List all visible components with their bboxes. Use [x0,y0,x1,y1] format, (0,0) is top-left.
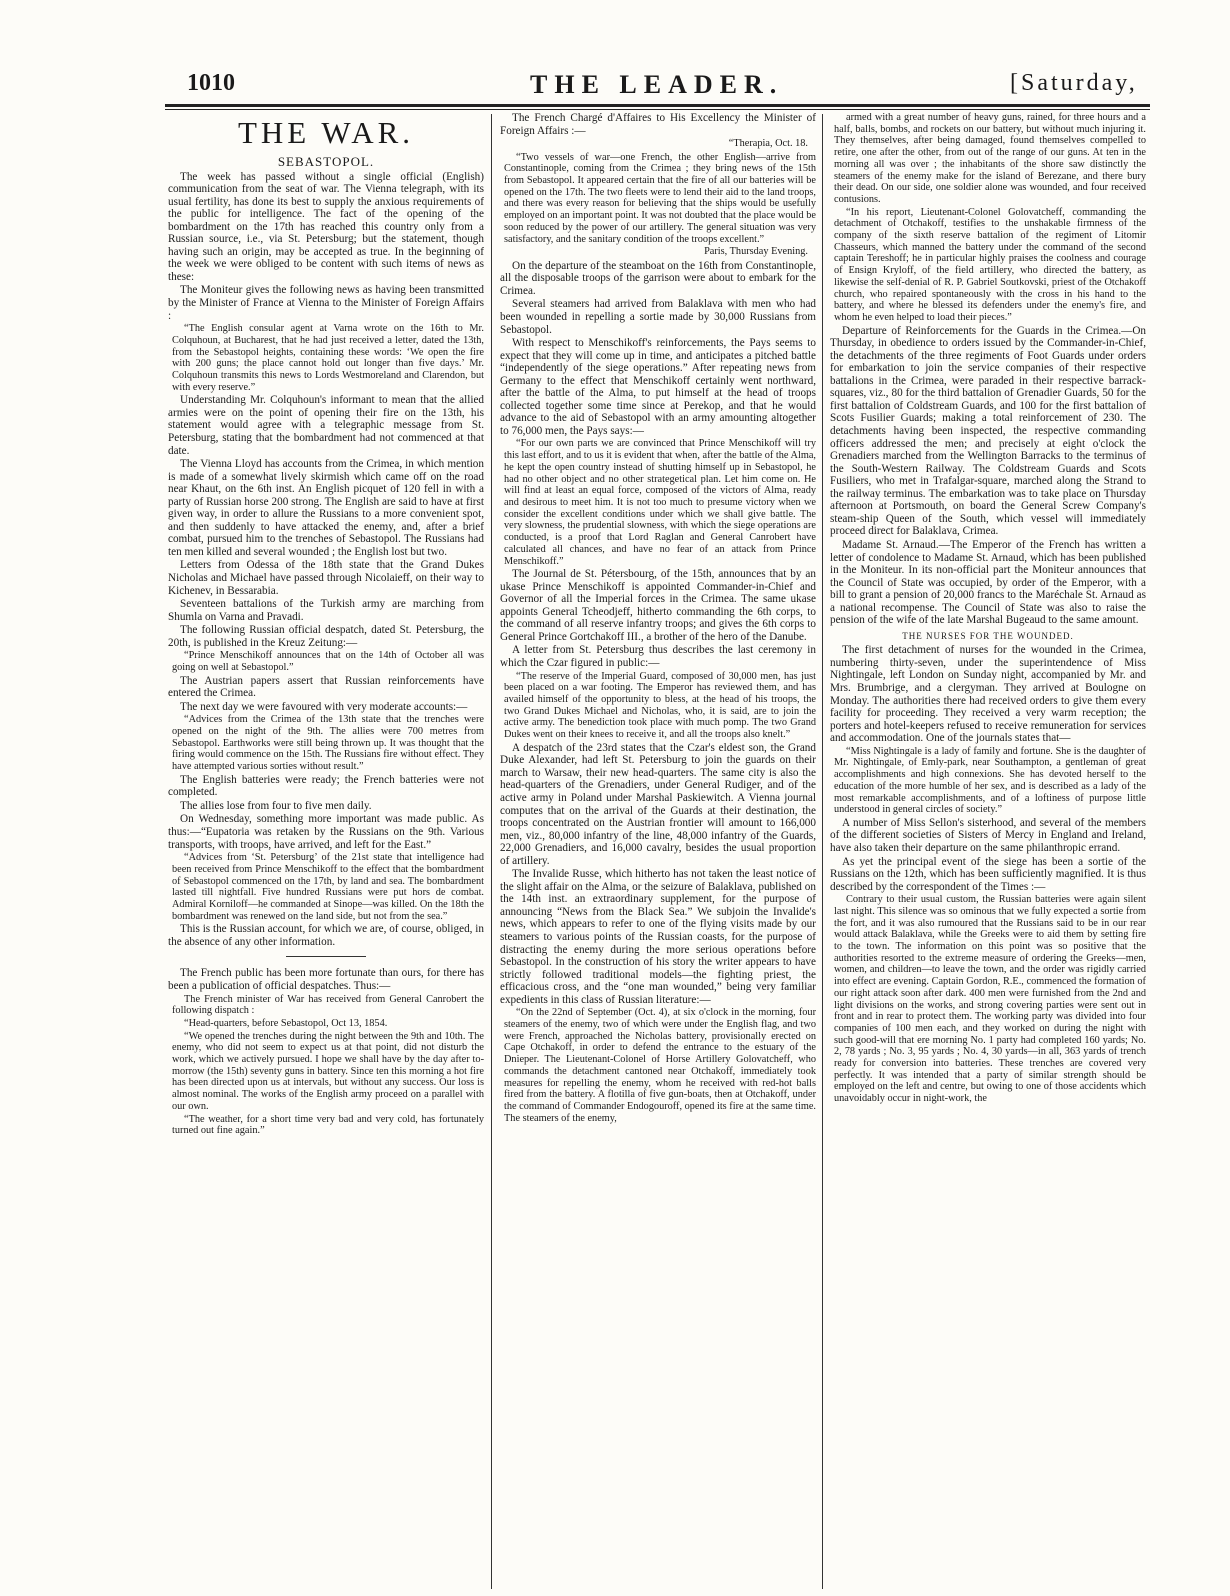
paragraph: The Vienna Lloyd has accounts from the Crimea, in which mention is made of a somewhat lively skirmish which came off on the road near Khaut, on the 6th inst. An English picquet of 120 fell in with a party of Russian horse 200 strong. The English are said to have at first given way, in order to allure the Russians to a more convenient spot, and then suddenly to have attacked the enemy, and, after a brief combat, pursued him to the trenches of Sebastopol. The Russians had ten men killed and several wounded ; the English lost but two. [168,458,484,558]
quotation: “Miss Nightingale is a lady of family and fortune. She is the daughter of Mr. Nightingale, of Emly-park, near Southampton, a gentleman of great accomplishments and high connexions. She has devoted herself to the education of the more humble of her sex, and is described as a lady of the most remarkable accomplishments, and of a loftiness of purpose little understood in general circles of society.” [834,745,1146,816]
quotation: “Head-quarters, before Sebastopol, Oct 13, 1854. [184,1017,388,1029]
paragraph: On Wednesday, something more important was made public. As thus:—“Eupatoria was retaken by the Russians on the 9th. Various transports, with troops, have arrived, and left for the East.” [168,813,484,851]
paragraph: Madame St. Arnaud.—The Emperor of the French has written a letter of condolence to Madame St. Arnaud, which has been published in the Moniteur. In its non-official part the Moniteur announces that the Council of State was occupied, by order of the Emperor, with a bill to grant a pension of 20,000 francs to the Maréchale St. Arnaud as a national recompense. The Council of State was also to raise the pension of the wife of the late Marshal Bugeaud to the same amount. [830,538,1146,627]
paragraph: The Journal de St. Pétersbourg, of the 15th, announces that by an ukase Prince Menschikoff is appointed Commander-in-Chief and Governor of all the Imperial forces in the Crimea. The same ukase appoints General Tcheodjeff, hitherto commanding the 6th corps, to the command of all reserve infantry troops; and gives the 6th corps to General Prince Gortchakoff III., a brother of the hero of the Danube. [500,568,816,643]
quotation: “On the 22nd of September (Oct. 4), at six o'clock in the morning, four steamers of the enemy, two of which were under the English flag, and two were French, approached the Nicholas battery, provisionally erected on Cape Otchakoff, in order to defend the entrance to the estuary of the Dnieper. The Lieutenant-Colonel of Horse Artillery Golovatcheff, who commands the detachment cantoned near Otchakoff, immediately took measures for repelling the enemy, whom he received with red-hot balls fired from the battery. A flotilla of five gun-boats, then at Otchakoff, under the command of Commander Endogouroff, opened its fire at the same time. The steamers of the enemy, [504,1007,816,1124]
column-2 [500,112,816,1592]
page-number: 1010 [187,70,235,96]
paragraph: A number of Miss Sellon's sisterhood, and several of the members of the different societies of Sisters of Mercy in England and Ireland, have also taken their departure on the same philanthropic errand. [830,816,1146,855]
paragraph: The next day we were favoured with very moderate accounts:— [180,700,468,713]
paragraph: The Austrian papers assert that Russian reinforcements have entered the Crimea. [168,674,484,700]
paragraph: The French public has been more fortunate than ours, for there has been a publication of official despatches. Thus:— [168,967,484,992]
quotation: “Prince Menschikoff announces that on the 14th of October all was going on well at Sebastopol.” [172,650,484,673]
paragraph: Several steamers had arrived from Balaklava with men who had been wounded in repelling a sortie made by 30,000 Russians from Sebastopol. [500,298,816,336]
dateline: Paris, Thursday Evening. [704,246,808,258]
paragraph: Seventeen battalions of the Turkish army are marching from Shumla on Varna and Pravadi. [168,598,484,623]
section-heading: THE WAR. [237,115,415,150]
quotation: “Advices from the Crimea of the 13th state that the trenches were opened on the night of the 9th. The allies were 700 metres from Sebastopol. Earthworks were still being thrown up. It was thought that the firing would commence on the 15th. The Russians fire without effect. They have attempted various sorties without result.” [172,714,484,773]
article-subheading: THE NURSES FOR THE WOUNDED. [902,630,1074,641]
quotation: The French minister of War has received from General Canrobert the following dispatch : [172,993,484,1017]
paragraph: A despatch of the 23rd states that the Czar's eldest son, the Grand Duke Alexander, had left St. Petersburg to join the guards on their march to Warsaw, their new head-quarters. The same city is also the head-quarters of the Grenadiers, under General Rudiger, and of the active army in Poland under Marshal Paskiewitch. A Vienna journal computes that on the arrival of the Guards at their destination, the troops concentrated on the Austrian frontier will amount to 166,000 men, viz., 80,000 infantry of the line, 48,000 infantry of the Guards, 22,000 Grenadiers, and 16,000 cavalry, besides the usual proportion of artillery. [500,741,816,867]
paragraph: The following Russian official despatch, dated St. Petersburg, the 20th, is published in the Kreuz Zeitung:— [168,624,484,649]
section-separator [286,956,366,957]
quotation: “Advices from ‘St. Petersburg’ of the 21st state that intelligence had been received from Prince Menschikoff to the effect that the bombardment of Sebastopol commenced on the 17th, by land and sea. The bombardment lasted till nightfall. Five hundred Russians were put hors de combat. Admiral Korniloff—he commanded at Sinope—was killed. On the 18th the bombardment was renewed on the land side, but not from the sea.” [172,852,484,922]
paragraph: On the departure of the steamboat on the 16th from Constantinople, all the disposable troops of the garrison were about to embark for the Crimea. [500,259,816,297]
paragraph: The allies lose from four to five men daily. [180,799,372,812]
paragraph: Departure of Reinforcements for the Guards in the Crimea.—On Thursday, in obedience to orders issued by the Commander-in-Chief, the detachments of the three regiments of Foot Guards under orders for embarkation to join the service companies of their respective battalions in the Crimea, were paraded in their respective barrack-squares, viz., 80 for the third battalion of Grenadier Guards, 50 for the first battalion of Coldstream Guards, and 100 for the first battalion of Scots Fusilier Guards; making a total reinforcement of 230. The detachments having been inspected, the respective commanding officers addressed the men; and precisely at eight o'clock the Grenadiers marched from the Wellington Barracks to the terminus of the South-Western Railway. The Coldstream Guards and Scots Fusiliers, who met in Trafalgar-square, marched along the Strand to the railway terminus. The embarkation was to take place on Thursday afternoon at Portsmouth, on board the General Screw Company's steam-ship Queen of the South, which vessel will immediately proceed direct for Balaklava, Crimea. [830,324,1146,538]
paragraph: A letter from St. Petersburg thus describes the last ceremony in which the Czar figured in public:— [500,644,816,670]
quotation: Contrary to their usual custom, the Russian batteries were again silent last night. This silence was so ominous that we fully expected a sortie from the fort, and it was also rumoured that the Russians said to be in our rear would attack Balaklava, while the Greeks were to aid them by setting fire to the town. The information on this point was so positive that the authorities resorted to the extreme measure of ordering the Greeks—men, women, and children—to leave the town, and the order was rigidly carried into effect are evening. Captain Gordon, R.E., commenced the formation of our right attack soon after dark. 400 men were furnished from the 2nd and light divisions on the works, and strong covering parties were sent out in front and in rear to protect them. The working party was divided into four companies of 100 men each, and they worked on during the night with such good-will that ere morning No. 1 party had completed 160 yards; No. 2, 78 yards ; No. 3, 95 yards ; No. 4, 30 yards—in all, 363 yards of trench ready for conversion into batteries. These trenches are covered very perfectly. It was intended that a party of similar strength should be employed on the left and centre, but owing to one of those accidents which unavoidably occur in night-work, the [834,894,1146,1105]
quotation: “We opened the trenches during the night between the 9th and 10th. The enemy, who did not seem to expect us at that point, did not disturb the work, which we actively pursued. I hope we shall have by the day after to-morrow (the 15th) seventy guns in battery. Since ten this morning a hot fire has been directed upon us at intervals, but without any success. Our loss is almost nominal. The works of the English army proceed on a parallel with our own. [172,1030,484,1112]
quotation: “In his report, Lieutenant-Colonel Golovatcheff, commanding the detachment of Otchakoff, testifies to the unshakable firmness of the company of the sixth reserve battalion of the regiment of Litomir Chasseurs, which manned the battery under the command of the second captain Tereshoff; he in particular highly praises the coolness and courage of Ensign Kryloff, of the field artillery, who directed the battery, as likewise the self-denial of R. P. Gabriel Soutkovski, priest of the Otchakoff church, who repaired spontaneously with the cross in his hand to the battery, and where he blessed its defenders under the enemy's fire, and whom he even helped to load their pieces.” [834,206,1146,323]
quotation: “The English consular agent at Varna wrote on the 16th to Mr. Colquhoun, at Bucharest, that he had just received a letter, dated the 13th, from the Sebastopol heights, containing these words: ‘We open the fire with 200 guns; the place cannot hold out longer than five days.’ Mr. Colquhoun transmits this news to Lords Westmoreland and Clarendon, but with every reserve.” [172,323,484,393]
quotation: “The weather, for a short time very bad and very cold, has fortunately turned out fine again.” [172,1113,484,1137]
column-1 [168,112,484,1592]
quotation: “Two vessels of war—one French, the other English—arrive from Constantinople, coming from the Crimea ; they bring news of the 15th from Sebastopol. It appeared certain that the fire of all our batteries will be opened on the 17th. The two fleets were to lend their aid to the land troops, and there was every reason for believing that the ships would be usefully employed on an important point. It was not doubted that the place would be soon reduced by the power of our artillery. The general situation was very satisfactory, and the sanitary condition of the troops excellent.” [504,151,816,245]
paragraph: The Invalide Russe, which hitherto has not taken the least notice of the slight affair on the Alma, or the seizure of Balaklava, published on the 14th inst. an extraordinary supplement, for the purpose of announcing “News from the Black Sea.” We subjoin the Invalide's news, which appears to refer to one of the flying visits made by our steamers to various points of the Russian coasts, for the purpose of distracting the enemy during the more serious operations before Sebastopol. In the construction of his story the writer appears to have strictly followed traditional models—the fighting priest, the efficacious cross, and the “one man wounded,” being very familiar expedients in this class of Russian literature:— [500,868,816,1006]
article-subheading: SEBASTOPOL. [277,154,375,169]
column-3 [830,112,1146,1592]
header-rule [165,104,1150,107]
paragraph: Understanding Mr. Colquhoun's informant to mean that the allied armies were on the point of opening their fire on the 13th, his statement would agree with a telegraphic message from St. Petersburg, stating that the bombardment had not commenced at that date. [168,394,484,457]
dateline: “Therapia, Oct. 18. [728,138,808,150]
paragraph: With respect to Menschikoff's reinforcements, the Pays seems to expect that they will come up in time, and anticipates a pitched battle “independently of the siege operations.” After repeating news from Germany to the effect that Menschikoff certainly went northward, after the battle of the Alma, to put himself at the head of troops collected together some time since at Perekop, and that he would advance to the aid of Sebastopol with an army amounting altogether to 76,000 men, the Pays says:— [500,337,816,437]
paragraph: The week has passed without a single official (English) communication from the seat of war. The Vienna telegraph, with its usual fertility, has done its best to supply the anxious requirements of the public for intelligence. The fact of the opening of the bombardment on the 17th has reached this country only from a Russian source, i.e., via St. Petersburg; but the statement, though having such an origin, may be accepted as true. In the beginning of the week we were obliged to be content with such items of news as these: [168,170,484,283]
paragraph: The Moniteur gives the following news as having been transmitted by the Minister of France at Vienna to the Minister of Foreign Affairs : [168,284,484,322]
paragraph: As yet the principal event of the siege has been a sortie of the Russians on the 12th, which has been sufficiently magnified. It is thus described by the correspondent of the Times :— [830,855,1146,893]
header-day: [Saturday, [1010,70,1138,96]
paragraph: Letters from Odessa of the 18th state that the Grand Dukes Nicholas and Michael have passed through Nicolaieff, on their way to Kichenev, in Bessarabia. [168,559,484,597]
paragraph: The English batteries were ready; the French batteries were not completed. [168,773,484,799]
paragraph: The French Chargé d'Affaires to His Excellency the Minister of Foreign Affairs :— [500,112,816,137]
quotation: armed with a great number of heavy guns, rained, for three hours and a half, balls, bombs, and rockets on our battery, but without much injuring it. They themselves, after being damaged, found themselves compelled to retire, one after the other, from out of the range of our guns. At ten in the morning all was over ; the inhabitants of the shore saw distinctly the steamers of the enemy make for the island of Berezane, and there bury their dead. On our side, one soldier alone was wounded, and four received contusions. [834,112,1146,205]
newspaper-title: THE LEADER. [530,70,784,99]
quotation: “For our own parts we are convinced that Prince Menschikoff will try this last effort, and to us it is evident that when, after the battle of the Alma, he kept the open country instead of shutting himself up in Sebastopol, he had no other object and no other strategetical plan. Let him come on. He will find at least an equal force, composed of the victors of Alma, ready and desirous to meet him. It is not too much to presume victory when we consider the excellent conditions under which we shall give battle. The very slowness, the prudential slowness, with which the siege operations are conducted, is a proof that Lord Raglan and General Canrobert have calculated all chances, and have no fear of an attack from Prince Menschikoff.” [504,438,816,567]
header-rule-thin [165,109,1150,110]
paragraph: This is the Russian account, for which we are, of course, obliged, in the absence of any other information. [168,923,484,948]
paragraph: The first detachment of nurses for the wounded in the Crimea, numbering thirty-seven, under the superintendence of Miss Nightingale, left London on Sunday night, accompanied by Mr. and Mrs. Brumbrige, and a clergyman. They arrived at Boulogne on Monday. The authorities there had received orders to give them every facility for proceeding. They received a very warm reception; the porters and hotel-keepers refused to receive remuneration for services and accommodation. One of the journals states that— [830,644,1146,745]
quotation: “The reserve of the Imperial Guard, composed of 30,000 men, has just been placed on a war footing. The Emperor has reviewed them, and has availed himself of the opportunity to bless, at the head of his troops, the two Grand Dukes Michael and Nicholas, who, it is said, are to join the active army. The benediction took place with much pomp. The two Grand Dukes went on their knees to receive it, and all the troops also knelt.” [504,670,816,741]
column-divider [491,114,492,1589]
page-header [0,70,1230,104]
column-divider [822,114,823,1589]
